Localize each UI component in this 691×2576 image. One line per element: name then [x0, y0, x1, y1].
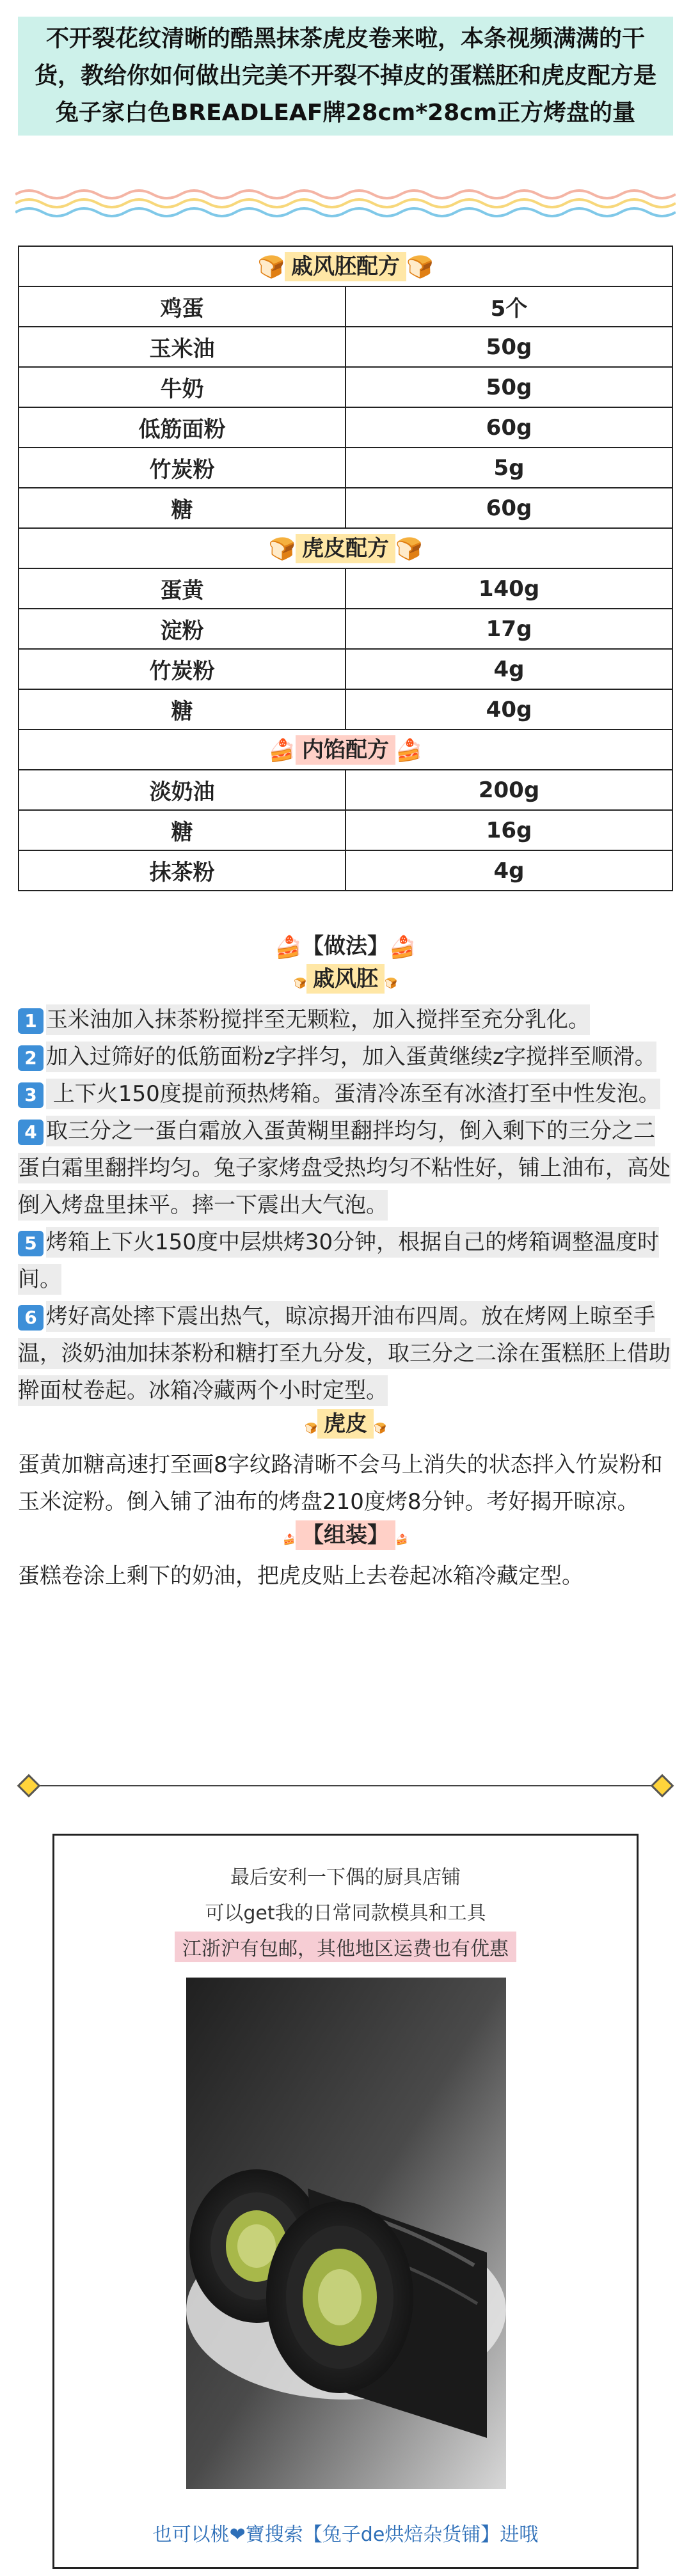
bread-icon: 🍞	[268, 536, 296, 562]
cake-roll-photo	[186, 1978, 506, 2489]
step-item	[18, 1298, 673, 1409]
method-section	[18, 928, 673, 1595]
diamond-icon	[17, 1774, 41, 1798]
section-header-filling	[19, 730, 672, 770]
ingredient-name: 淀粉	[19, 609, 346, 649]
ingredient-amount: 5个	[346, 286, 672, 327]
table-row	[19, 286, 672, 327]
table-row	[19, 568, 672, 609]
assemble-text: 蛋糕卷涂上剩下的奶油，把虎皮贴上去卷起冰箱冷藏定型。	[18, 1563, 584, 1589]
step-item	[18, 1075, 673, 1112]
ingredient-amount: 5g	[346, 448, 672, 488]
ingredient-name: 竹炭粉	[19, 448, 346, 488]
table-row	[19, 367, 672, 407]
ingredient-name: 鸡蛋	[19, 286, 346, 327]
step-item	[18, 1038, 673, 1075]
ingredient-amount: 60g	[346, 407, 672, 448]
number-badge-icon: 5	[18, 1231, 44, 1256]
table-row	[19, 448, 672, 488]
tiger-skin-heading	[18, 1409, 673, 1446]
ingredient-amount: 4g	[346, 850, 672, 891]
tiger-skin-title: 虎皮	[317, 1409, 374, 1439]
step-text: 上下火150度提前预热烤箱。蛋清冷冻至有冰渣打至中性发泡。	[46, 1079, 660, 1109]
recipe-table	[18, 246, 673, 891]
decorative-wave	[15, 187, 676, 220]
step-text: 烤好高处摔下震出热气，晾凉揭开油布四周。放在烤网上晾至手温，淡奶油加抹茶粉和糖打至九分发，取三分之二涂在蛋糕胚上借助擀面杖卷起。冰箱冷藏两个小时定型。	[18, 1301, 671, 1406]
section-title: 虎皮配方	[296, 534, 395, 563]
bread-icon: 🍞	[385, 976, 397, 989]
ingredient-amount: 16g	[346, 810, 672, 850]
table-row	[19, 850, 672, 891]
table-row	[19, 649, 672, 689]
assemble-title: 【组装】	[296, 1520, 395, 1550]
method-title: 【做法】	[302, 933, 389, 959]
table-row	[19, 407, 672, 448]
bread-icon: 🍞	[294, 976, 306, 989]
bread-icon: 🍞	[395, 536, 423, 562]
cake-icon: 🍰	[274, 934, 302, 960]
table-row	[19, 488, 672, 528]
cake-icon: 🍰	[268, 738, 296, 763]
ingredient-name: 糖	[19, 689, 346, 730]
ingredient-amount: 60g	[346, 488, 672, 528]
table-row	[19, 327, 672, 367]
cake-icon: 🍰	[395, 1533, 408, 1545]
step-text: 取三分之一蛋白霜放入蛋黄糊里翻拌均匀，倒入剩下的三分之二蛋白霜里翻拌均匀。兔子家烤盘受热均匀不粘性好，铺上油布，高处倒入烤盘里抹平。摔一下震出大气泡。	[18, 1116, 671, 1221]
table-row	[19, 609, 672, 649]
ingredient-name: 糖	[19, 488, 346, 528]
promo-line-2: 可以get我的日常同款模具和工具	[205, 1902, 486, 1924]
number-badge-icon: 4	[18, 1120, 44, 1145]
cake-icon: 🍰	[395, 738, 423, 763]
table-row	[19, 689, 672, 730]
section-header-chiffon	[19, 246, 672, 286]
ingredient-name: 牛奶	[19, 367, 346, 407]
ingredient-amount: 50g	[346, 367, 672, 407]
step-text: 加入过筛好的低筋面粉z字拌匀，加入蛋黄继续z字搅拌至顺滑。	[46, 1042, 656, 1072]
promo-card	[52, 1834, 639, 2569]
ingredient-amount: 200g	[346, 770, 672, 810]
bread-icon: 🍞	[257, 254, 285, 280]
intro-paragraph: 不开裂花纹清晰的酷黑抹茶虎皮卷来啦，本条视频满满的干货，教给你如何做出完美不开裂不掉皮的蛋糕胚和虎皮配方是兔子家白色BREADLEAF牌28cm*28cm正方烤盘的量	[18, 17, 673, 136]
table-row	[19, 770, 672, 810]
promo-line-3: 江浙沪有包邮，其他地区运费也有优惠	[175, 1932, 516, 1962]
section-divider	[18, 1772, 673, 1798]
number-badge-icon: 6	[18, 1305, 44, 1331]
section-header-tiger-skin	[19, 528, 672, 568]
section-title: 内馅配方	[296, 735, 395, 765]
ingredient-amount: 4g	[346, 649, 672, 689]
bread-icon: 🍞	[305, 1421, 317, 1434]
step-item	[18, 1224, 673, 1298]
number-badge-icon: 2	[18, 1045, 44, 1071]
ingredient-name: 蛋黄	[19, 568, 346, 609]
number-badge-icon: 3	[18, 1082, 44, 1108]
tiger-skin-text: 蛋黄加糖高速打至画8字纹路清晰不会马上消失的状态拌入竹炭粉和玉米淀粉。倒入铺了油布的烤盘210度烤8分钟。考好揭开晾凉。	[18, 1452, 663, 1515]
ingredient-amount: 140g	[346, 568, 672, 609]
ingredient-name: 淡奶油	[19, 770, 346, 810]
ingredient-name: 竹炭粉	[19, 649, 346, 689]
ingredient-name: 低筋面粉	[19, 407, 346, 448]
bread-icon: 🍞	[374, 1421, 386, 1434]
ingredient-amount: 50g	[346, 327, 672, 367]
step-item	[18, 1001, 673, 1038]
promo-caption: 也可以桃❤寶搜索【兔子de烘焙杂货铺】进哦	[152, 2524, 539, 2546]
ingredient-name: 糖	[19, 810, 346, 850]
diamond-icon	[651, 1774, 674, 1798]
cake-icon: 🍰	[389, 934, 417, 960]
divider-line	[37, 1785, 654, 1786]
method-heading	[18, 928, 673, 964]
section-title: 戚风胚配方	[285, 252, 406, 281]
chiffon-title: 戚风胚	[306, 964, 385, 994]
ingredient-amount: 17g	[346, 609, 672, 649]
step-text: 玉米油加入抹茶粉搅拌至无颗粒，加入搅拌至充分乳化。	[46, 1004, 590, 1035]
table-row	[19, 810, 672, 850]
chiffon-heading	[18, 964, 673, 1001]
step-text: 烤箱上下火150度中层烘烤30分钟，根据自己的烤箱调整温度时间。	[18, 1227, 659, 1295]
ingredient-name: 玉米油	[19, 327, 346, 367]
step-item	[18, 1112, 673, 1224]
assemble-heading	[18, 1520, 673, 1557]
ingredient-amount: 40g	[346, 689, 672, 730]
promo-line-1: 最后安利一下偶的厨具店铺	[230, 1866, 461, 1889]
bread-icon: 🍞	[406, 254, 434, 280]
number-badge-icon: 1	[18, 1008, 44, 1034]
cake-icon: 🍰	[283, 1533, 296, 1545]
ingredient-name: 抹茶粉	[19, 850, 346, 891]
